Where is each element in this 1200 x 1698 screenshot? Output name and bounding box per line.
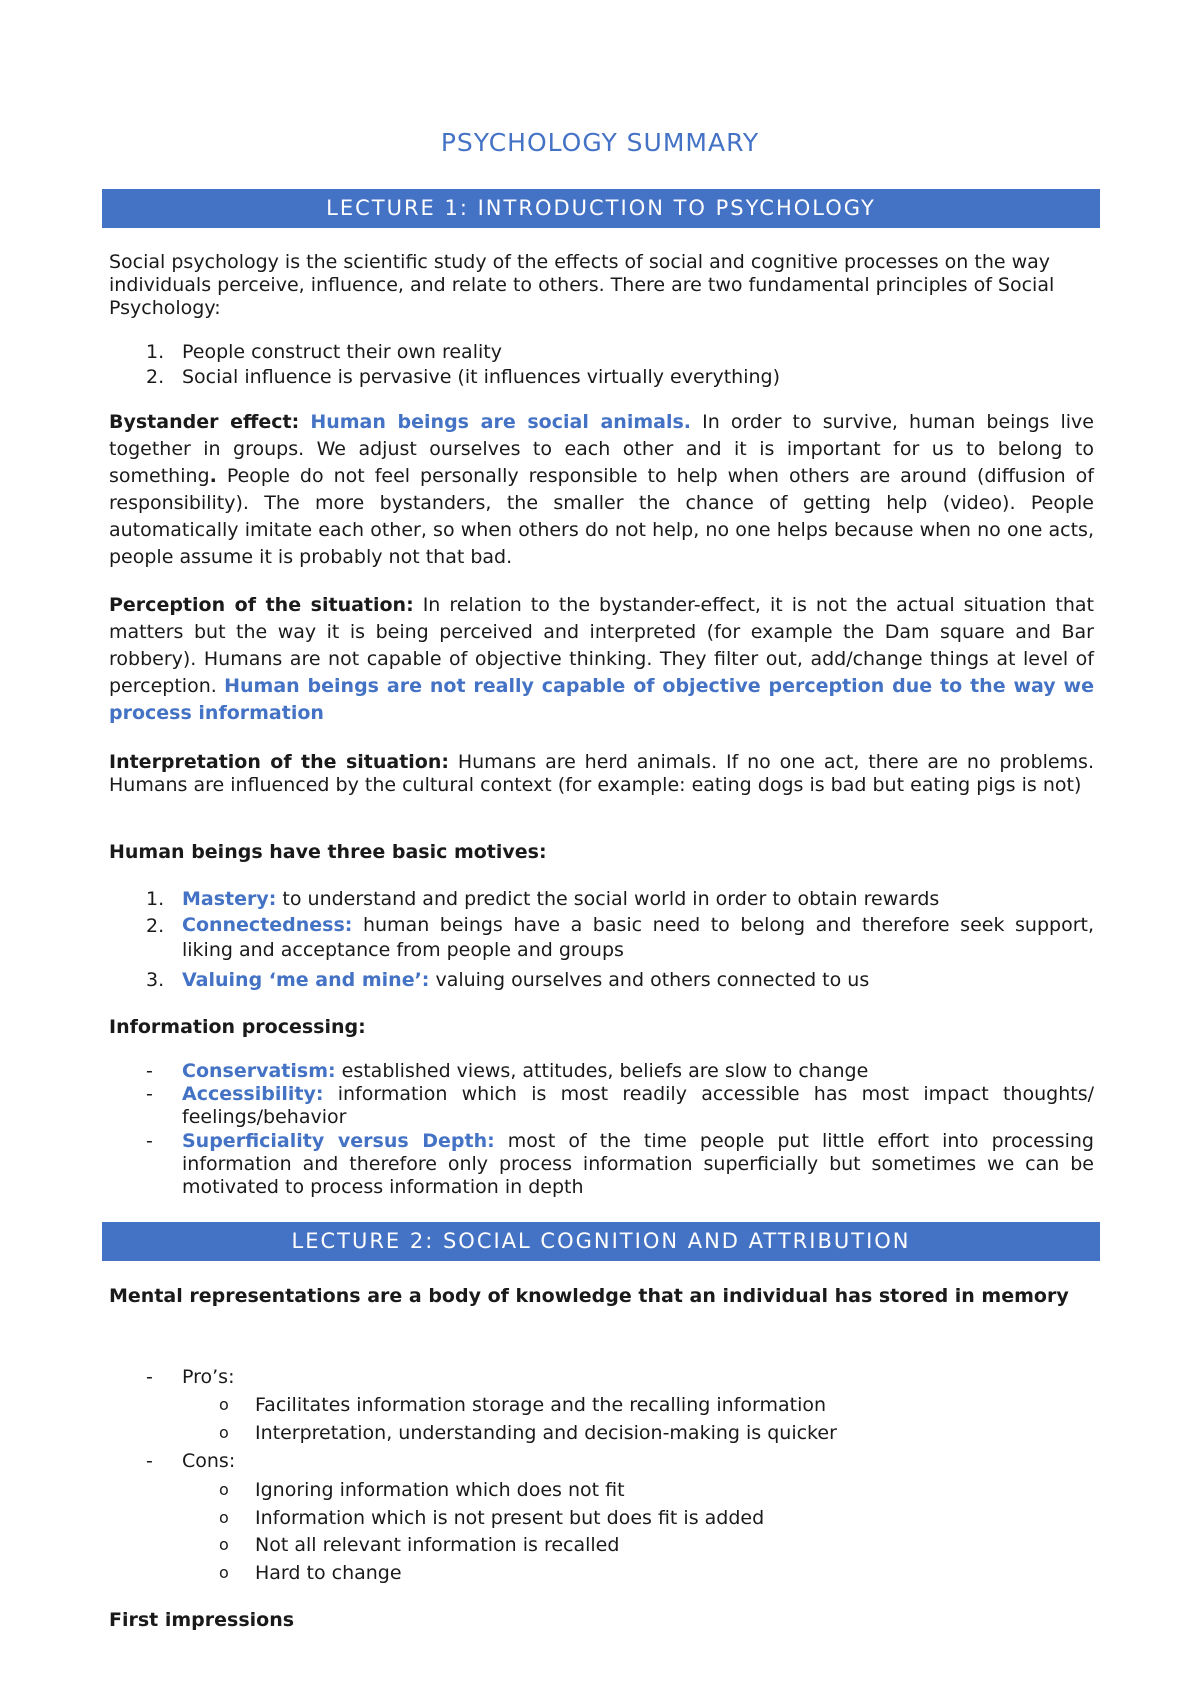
perception-text: In relation to the bystander-effect, it is not the actual situation that matters but the way it is being perceived and interpreted (for example the Dam square and Bar robbery). Humans are not capable of objective thinking. They filter out, add/change things at level of perception. — [109, 594, 1094, 697]
motive-text — [182, 886, 1094, 913]
processing-description: most of the time people put little effort into processing information and therefore only process information superficially but sometimes we can be motivated to process information in depth — [182, 1130, 1094, 1198]
first-impressions-heading: First impressions — [109, 1609, 295, 1631]
motive-text — [182, 913, 1094, 963]
motive-description: valuing ourselves and others connected to us — [429, 969, 870, 991]
motive-term: Mastery: — [182, 888, 277, 910]
cons-label: Cons: — [182, 1450, 236, 1472]
processing-text — [182, 1083, 1094, 1129]
document-title: PSYCHOLOGY SUMMARY — [440, 128, 760, 157]
processing-text — [182, 1130, 1094, 1199]
list-marker: 2. — [146, 366, 165, 388]
processing-text — [182, 1060, 1094, 1083]
bullet-marker: o — [219, 1535, 229, 1554]
cons-sub-text: Ignoring information which does not fit — [255, 1479, 625, 1501]
list-marker: - — [146, 1083, 153, 1105]
processing-term: Accessibility: — [182, 1083, 324, 1105]
processing-description: information which is most readily accessible has most impact thoughts/ feelings/behavior — [182, 1083, 1094, 1128]
list-marker: 2. — [146, 915, 165, 937]
interpretation-text: Humans are herd animals. If no one act, there are no problems. Humans are influenced by the cultural context (for example: eating dogs is bad but eating pigs is not) — [109, 751, 1094, 796]
bystander-term: Bystander effect: — [109, 411, 300, 433]
lecture-1-heading: LECTURE 1: INTRODUCTION TO PSYCHOLOGY — [102, 189, 1100, 228]
cons-sub-text: Information which is not present but does fit is added — [255, 1507, 765, 1529]
motives-heading: Human beings have three basic motives: — [109, 841, 547, 863]
processing-description: established views, attitudes, beliefs are slow to change — [335, 1060, 869, 1082]
bystander-text-2: People do not feel personally responsible to help when others are around (diffusion of responsibility). The more bystanders, the smaller the chance of getting help (video). People automatically imitate each other, so when others do not help, no one helps because when no one acts, people assume it is probably not that bad. — [109, 465, 1094, 568]
perception-term: Perception of the situation: — [109, 594, 414, 616]
list-marker: - — [146, 1450, 153, 1472]
interpretation-paragraph — [109, 751, 1094, 797]
bullet-marker: o — [219, 1563, 229, 1582]
list-marker: 1. — [146, 341, 165, 363]
motive-text — [182, 967, 1094, 994]
bystander-dot: . — [209, 465, 217, 487]
perception-paragraph — [109, 592, 1094, 727]
motive-term: Valuing ‘me and mine’: — [182, 969, 430, 991]
lecture-1-intro: Social psychology is the scientific study of the effects of social and cognitive processes on the way individuals perceive, influence, and relate to others. There are two fundamental principles of Social Psychology: — [109, 251, 1055, 319]
bystander-highlight: Human beings are social animals. — [310, 411, 692, 433]
bystander-effect-paragraph — [109, 409, 1094, 571]
processing-term: Conservatism: — [182, 1060, 336, 1082]
bullet-marker: o — [219, 1508, 229, 1527]
list-marker: - — [146, 1060, 153, 1082]
pros-label: Pro’s: — [182, 1366, 235, 1388]
processing-term: Superficiality versus Depth: — [182, 1130, 495, 1152]
list-marker: - — [146, 1130, 153, 1152]
perception-highlight: Human beings are not really capable of objective perception due to the way we process information — [109, 675, 1094, 724]
pros-sub-text: Facilitates information storage and the recalling information — [255, 1394, 827, 1416]
cons-sub-text: Hard to change — [255, 1562, 402, 1584]
bullet-marker: o — [219, 1480, 229, 1499]
principle-text: Social influence is pervasive (it influences virtually everything) — [182, 366, 781, 388]
bystander-text-1: In order to survive, human beings live together in groups. We adjust ourselves to each other and it is important for us to belong to something — [109, 411, 1094, 487]
list-marker: 1. — [146, 888, 165, 910]
processing-heading: Information processing: — [109, 1016, 366, 1038]
interpretation-term: Interpretation of the situation: — [109, 751, 449, 773]
list-marker: 3. — [146, 969, 165, 991]
motive-term: Connectedness: — [182, 914, 353, 936]
mental-representations-heading: Mental representations are a body of knowledge that an individual has stored in memory — [109, 1285, 1069, 1307]
principle-text: People construct their own reality — [182, 341, 502, 363]
motive-description: human beings have a basic need to belong and therefore seek support, liking and acceptance from people and groups — [182, 914, 1094, 961]
list-marker: - — [146, 1366, 153, 1388]
cons-sub-text: Not all relevant information is recalled — [255, 1534, 620, 1556]
bullet-marker: o — [219, 1395, 229, 1414]
bullet-marker: o — [219, 1423, 229, 1442]
pros-sub-text: Interpretation, understanding and decision-making is quicker — [255, 1422, 837, 1444]
lecture-2-heading: LECTURE 2: SOCIAL COGNITION AND ATTRIBUTION — [102, 1222, 1100, 1261]
motive-description: to understand and predict the social world in order to obtain rewards — [276, 888, 940, 910]
